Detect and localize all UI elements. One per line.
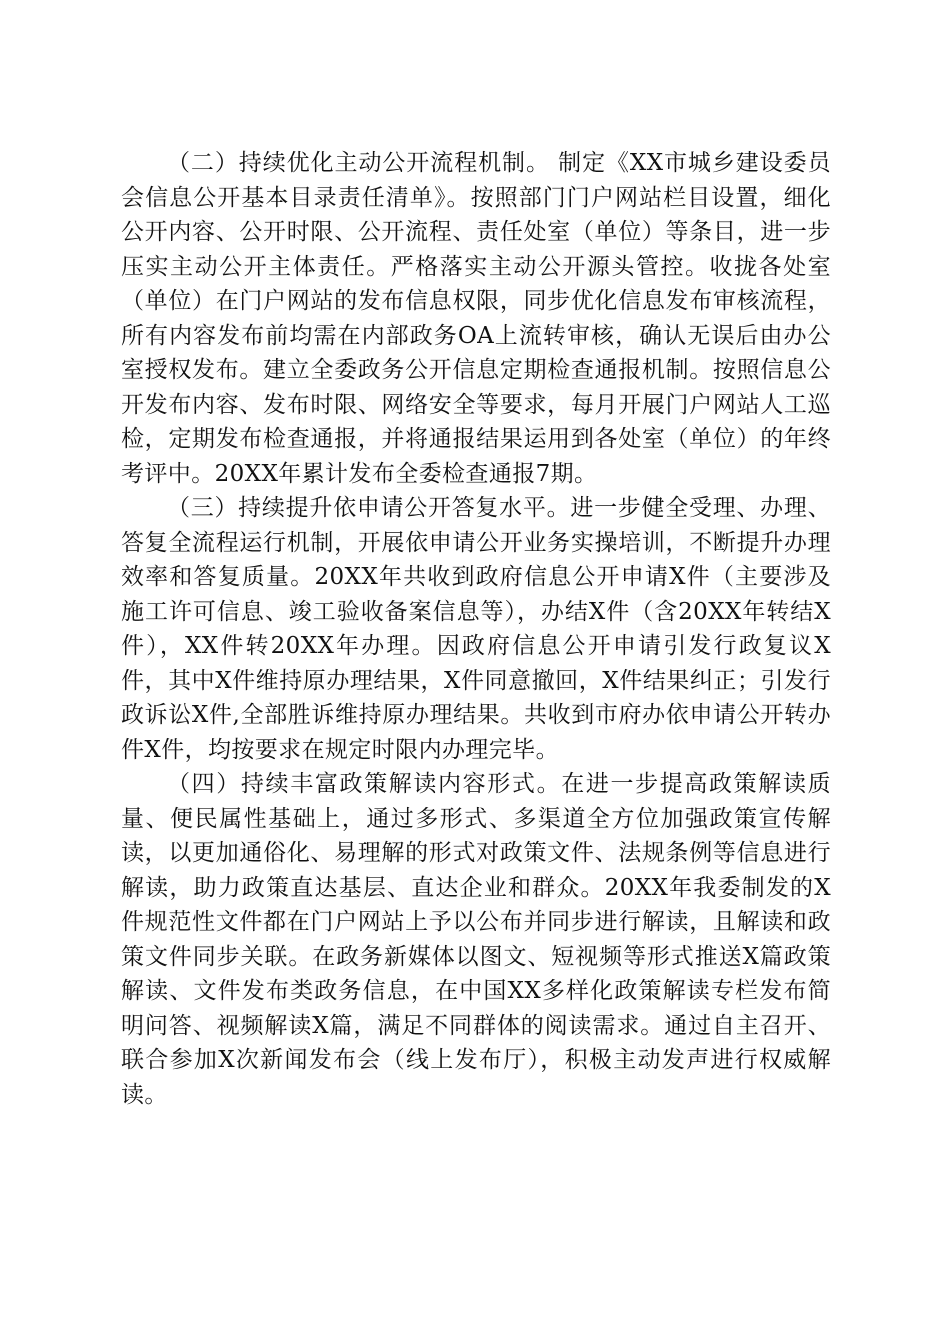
paragraph-optimize-disclosure-process: （二）持续优化主动公开流程机制。 制定《XX市城乡建设委员会信息公开基本目录责任清单》。按照部门门户网站栏目设置，细化公开内容、公开时限、公开流程、责任处室（单位）等条目，进一步压实主动公开主体责任。严格落实主动公开源头管控。收拢各处室（单位）在门户网站的发布信息权限，同步优化信息发布审核流程，所有内容发布前均需在内部政务OA上流转审核，确认无误后由办公室授权发布。建立全委政务公开信息定期检查通报机制。按照信息公开发布内容、发布时限、网络安全等要求，每月开展门户网站人工巡检，定期发布检查通报，并将通报结果运用到各处室（单位）的年终考评中。20XX年累计发布全委检查通报7期。 (121, 150, 831, 487)
paragraph-policy-interpretation: （四）持续丰富政策解读内容形式。在进一步提高政策解读质量、便民属性基础上，通过多形式、多渠道全方位加强政策宣传解读，以更加通俗化、易理解的形式对政策文件、法规条例等信息进行解读，助力政策直达基层、直达企业和群众。20XX年我委制发的X件规范性文件都在门户网站上予以公布并同步进行解读，且解读和政策文件同步关联。在政务新媒体以图文、短视频等形式推送X篇政策解读、文件发布类政务信息，在中国XX多样化政策解读专栏发布简明问答、视频解读X篇，满足不同群体的阅读需求。通过自主召开、联合参加X次新闻发布会（线上发布厅），积极主动发声进行权威解读。 (121, 771, 831, 1108)
paragraph-application-response: （三）持续提升依申请公开答复水平。进一步健全受理、办理、答复全流程运行机制，开展依申请公开业务实操培训，不断提升办理效率和答复质量。20XX年共收到政府信息公开申请X件（主要涉及施工许可信息、竣工验收备案信息等），办结X件（含20XX年转结X件），XX件转20XX年办理。因政府信息公开申请引发行政复议X件，其中X件维持原办理结果，X件同意撤回，X件结果纠正；引发行政诉讼X件,全部胜诉维持原办理结果。共收到市府办依申请公开转办件X件，均按要求在规定时限内办理完毕。 (121, 495, 831, 763)
document-body (121, 146, 831, 1112)
